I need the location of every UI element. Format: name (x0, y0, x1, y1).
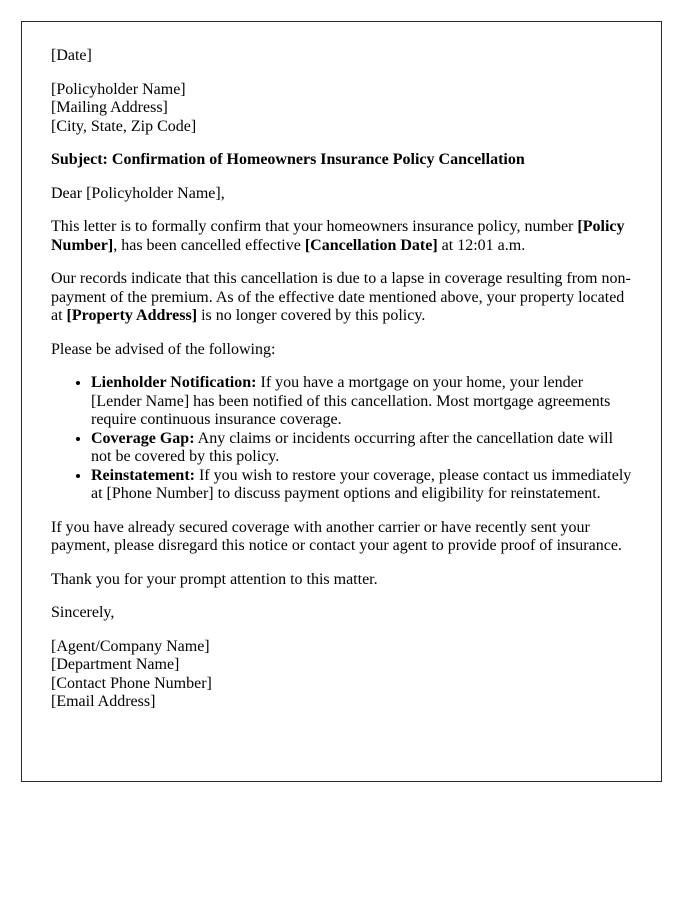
list-item-lienholder-notification: • Lienholder Notification: If you have a mortgage on your home, your lender [Lender Name] has been notified of this cancellation. Most mortgage agreements require continuous insurance coverage. (91, 374, 632, 430)
recipient-city-line: [City, State, Zip Code] (51, 117, 197, 135)
signature-agent-line: [Agent/Company Name] (51, 637, 210, 655)
closing-paragraph-thanks: Thank you for your prompt attention to this matter. (51, 570, 378, 588)
list-item-coverage-gap: • Coverage Gap: Any claims or incidents occurring after the cancellation date will not be covered by this policy. (91, 430, 632, 467)
advisory-intro: Please be advised of the following: (51, 340, 276, 358)
signature-department-line: [Department Name] (51, 656, 180, 673)
list-item-reinstatement: • Reinstatement: If you wish to restore your coverage, please contact us immediately at [Phone Number] to discuss payment options and eligibility for reinstatement. (91, 467, 632, 504)
recipient-street-line: [Mailing Address] (51, 99, 168, 116)
advisory-list (51, 374, 632, 504)
recipient-name-line: [Policyholder Name] (51, 80, 186, 98)
date-line: [Date] (51, 47, 92, 64)
body-paragraph-records: Our records indicate that this cancellation is due to a lapse in coverage resulting from non-payment of the premium. As of the effective date mentioned above, your property located at [Property Address] is no longer covered by this policy. (51, 270, 631, 324)
closing-paragraph-disregard: If you have already secured coverage with another carrier or have recently sent your payment, please disregard this notice or contact your agent to provide proof of insurance. (51, 518, 622, 554)
signature-block (51, 638, 632, 712)
salutation: Dear [Policyholder Name], (51, 184, 225, 202)
signature-phone-line: [Contact Phone Number] (51, 674, 212, 692)
subject-line: Subject: Confirmation of Homeowners Insurance Policy Cancellation (51, 151, 525, 168)
signoff: Sincerely, (51, 604, 115, 621)
letter-document (21, 21, 662, 782)
recipient-address-block (51, 81, 632, 137)
signature-email-line: [Email Address] (51, 693, 156, 710)
body-paragraph-confirmation: This letter is to formally confirm that your homeowners insurance policy, number [Policy Number], has been cancelled effective [Cancellation Date] at 12:01 a.m. (51, 218, 625, 254)
